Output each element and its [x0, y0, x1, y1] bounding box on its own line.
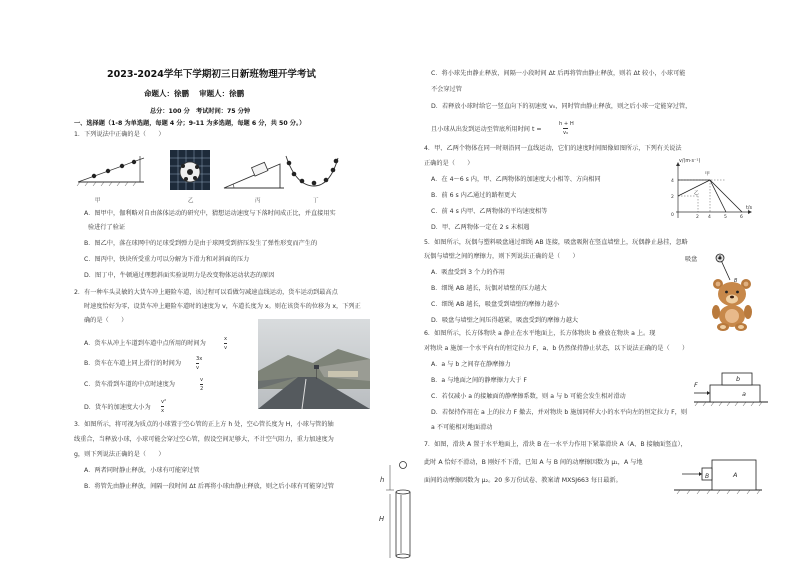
vt-series-yi: 乙 [694, 191, 699, 196]
q2-stem-line2: 时速度恰好为零，设货车冲上避险车道时的速度为 v，车道长度为 x。则在该货车的位移为 x，下列正 [84, 303, 361, 310]
label-slider-a: A [733, 471, 738, 479]
q2-c-numerator: v [200, 377, 204, 383]
q5-option-d: D．吸盘与墙壁之间压得越紧，吸盘受到的摩擦力越大 [431, 317, 579, 324]
label-rope-b: B [734, 278, 738, 284]
q4-stem-line1: 4．甲、乙两个物体在同一时刻沿同一直线运动，它们的速度时间图像如图所示，下列有关说法 [424, 145, 682, 152]
q2-stem-line1: 2．有一种车头灵敏的大货车冲上避险车道，该过程可以看做匀减速直线运动，货车运动到最高点 [74, 289, 338, 296]
teddy-bear-figure [700, 250, 760, 332]
q7-stem-line1: 7．如图，滑块 A 置于水平地面上，滑块 B 在一水平力作用下紧靠滑块 A（A、B 接触面竖直）， [424, 441, 687, 448]
figure-bing [224, 162, 284, 188]
sliders-figure [672, 454, 764, 498]
q2-option-a: A．货车从冲上车道到车道中点所用的时间为 [84, 340, 206, 347]
q1-option-d: D．图丁中，牛顿通过理想斜面实验说明力是改变物体运动状态的原因 [84, 272, 275, 279]
q6-stem-line1: 6．如图所示，长方体物块 a 静止在水平地面上，长方体物块 b 叠放在物块 a 上。现 [424, 330, 656, 337]
label-rope-a: A [718, 255, 722, 261]
q7-stem-line2: 此时 A 恰好不滑动，B 刚好不下滑，已知 A 与 B 间的动摩擦因数为 μ₁，A 与地 [424, 459, 643, 466]
q2-option-b: B．货车在车道上同上滑行的时间为 [84, 360, 182, 367]
q3-stem-line3: g，则下列说法正确的是（ ） [74, 451, 165, 458]
figure-yi [170, 150, 210, 190]
q5-stem-line2: 玩偶与墙壁之间的摩擦力，则下列说法正确的是（ ） [424, 253, 579, 260]
svg-text:5: 5 [724, 215, 727, 220]
section-heading: 一、选择题（1-8 为单选题，每题 4 分；9-11 为多选题，每题 6 分，共 50 分。） [74, 120, 306, 127]
q1-stem: 1．下列说法中正确的是（ ） [74, 131, 165, 138]
q6-stem-line2: 对物块 a 施加一个水平向右的恒定拉力 F，a、b 仍然保持静止状态，以下说法正确的是（ ） [424, 345, 689, 352]
authors-line: 命题人：徐鹏 审题人：徐鹏 [144, 89, 245, 98]
q3-option-c-line1: C．将小球先由静止释放，间隔一小段时间 Δt 后再将管由静止释放，则若 Δt 较小，小球可能 [431, 70, 686, 77]
q4-option-c: C．前 4 s 内甲、乙两物体的平均速度相等 [431, 208, 548, 215]
label-H: H [379, 515, 385, 523]
exam-title: 2023-2024学年下学期初三日新班物理开学考试 [107, 69, 316, 80]
q4-stem-line2: 正确的是（ ） [424, 160, 474, 167]
fig-label-ding: 丁 [313, 198, 319, 204]
q4-option-b: B．前 6 s 内乙通过的路程更大 [431, 192, 517, 199]
vt-y-axis-label: v/(m·s⁻¹) [679, 159, 701, 164]
stacked-blocks-figure [690, 370, 770, 410]
q2-option-c: C．货车滑到车道的中点时速度为 [84, 381, 175, 388]
vt-x-axis-label: t/s [746, 206, 752, 211]
q2-a-numerator: x [224, 336, 228, 342]
q3-option-d-line2: 且小球从出发到运动至管底所用时间 t = [431, 126, 542, 133]
q3-stem-line1: 3．如图所示，将可视为质点的小球置于空心管的正上方 h 处，空心管长度为 H，小球与管的轴 [74, 421, 334, 428]
label-slider-b: B [705, 473, 710, 480]
q2-option-d: D．货车的加速度大小为 [84, 404, 151, 411]
svg-text:4: 4 [708, 215, 711, 220]
label-block-b: b [736, 375, 741, 383]
label-h: h [380, 476, 385, 484]
label-force-F: F [694, 381, 698, 389]
fig-label-jia: 甲 [95, 198, 101, 204]
q3-stem-line2: 线重合，当释放小球，小球可能会穿过空心管，假设空间足够大，不计空气阻力，重力加速度为 [74, 436, 334, 443]
q5-option-a: A．吸盘受到 3 个力的作用 [431, 269, 505, 276]
q4-option-d: D．甲、乙两物体一定在 2 s 末相遇 [431, 224, 530, 231]
svg-text:0: 0 [671, 213, 674, 218]
q6-option-d-line2: a 不可能相对地面滑动 [431, 424, 493, 431]
q5-stem-line1: 5．如图所示，玩偶与塑料吸盘通过细绳 AB 连接，吸盘吸附在竖直墙壁上，玩偶静止悬挂，忽略 [424, 239, 688, 246]
q5-option-c: C．细绳 AB 越长，吸盘受到墙壁的摩擦力越小 [431, 301, 560, 308]
q2-b-denominator: v [196, 365, 200, 371]
q2-d-denominator: x [161, 408, 165, 414]
q6-option-b: B．a 与地面之间的静摩擦力大于 F [431, 377, 527, 384]
q1-option-a-line1: A．图甲中，伽利略对自由落体运动的研究中，猜想运动速度与下落时间成正比，并直接用实 [84, 210, 336, 217]
vt-graph [668, 162, 752, 220]
q7-stem-line3: 面间的动摩擦因数为 μ₂。20 多万份试卷、教案请 MXSJ663 每日最新。 [424, 477, 622, 484]
q2-d-numerator: v² [161, 399, 167, 405]
q1-option-a-line2: 验进行了验证 [88, 224, 126, 231]
q2-c-denominator: 2 [200, 386, 204, 392]
q4-option-a: A．在 4～6 s 内，甲、乙两物体的加速度大小相等、方向相同 [431, 176, 601, 183]
escape-lane-photo [258, 319, 370, 409]
q3d-denominator: v₀ [563, 130, 569, 136]
fig-label-bing: 丙 [255, 198, 261, 204]
label-block-a: a [742, 390, 746, 398]
q3d-numerator: h + H [559, 121, 574, 127]
svg-text:6: 6 [740, 215, 743, 220]
label-suction-cup: 吸盘 [685, 256, 698, 263]
q6-option-a: A．a 与 b 之间存在静摩擦力 [431, 361, 511, 368]
q2-stem-line3: 确的是（ ） [84, 317, 128, 324]
q2-a-denominator: v [224, 345, 228, 351]
q3-option-a: A．两者同时静止释放，小球有可能穿过管 [84, 467, 200, 474]
svg-text:4: 4 [671, 179, 674, 184]
q1-option-b: B．图乙中，落在球网中的足球受到弹力是由于球网受到挤压发生了弹性形变而产生的 [84, 240, 318, 247]
score-time-line: 总分：100 分 考试时间：75 分钟 [150, 108, 251, 115]
vt-series-jia: 甲 [705, 172, 710, 177]
figure-jia [77, 156, 144, 186]
q5-option-b: B．细绳 AB 越长，玩偶对墙壁的压力越大 [431, 285, 547, 292]
svg-text:2: 2 [696, 215, 699, 220]
teddy-bear [712, 279, 752, 331]
q3-option-d-line1: D．若释放小球时给它一竖直向下的初速度 v₀，同时管由静止释放，则之后小球一定能穿过管， [431, 103, 692, 110]
q1-figure-strip [74, 150, 340, 196]
q3-option-b: B．将管先由静止释放，间隔一段时间 Δt 后再将小球由静止释放，则之后小球有可能穿过管 [84, 483, 334, 490]
fig-label-yi: 乙 [188, 198, 194, 204]
svg-text:2: 2 [671, 195, 674, 200]
q6-option-d-line1: D．若保持作用在 a 上的拉力 F 撤去，并对物块 b 施加同样大小的水平向左的恒定拉力 F，则 [431, 409, 688, 416]
q2-b-numerator: 3x [196, 356, 203, 362]
q1-option-c: C．图丙中，铁块所受重力可以分解为下滑力和对斜面的压力 [84, 256, 250, 263]
q3-option-c-line2: 不会穿过管 [431, 86, 462, 93]
figure-ding [286, 156, 338, 186]
q6-option-c: C．若仅减小 a 的接触面的静摩擦系数，则 a 与 b 可能会发生相对滑动 [431, 393, 626, 400]
